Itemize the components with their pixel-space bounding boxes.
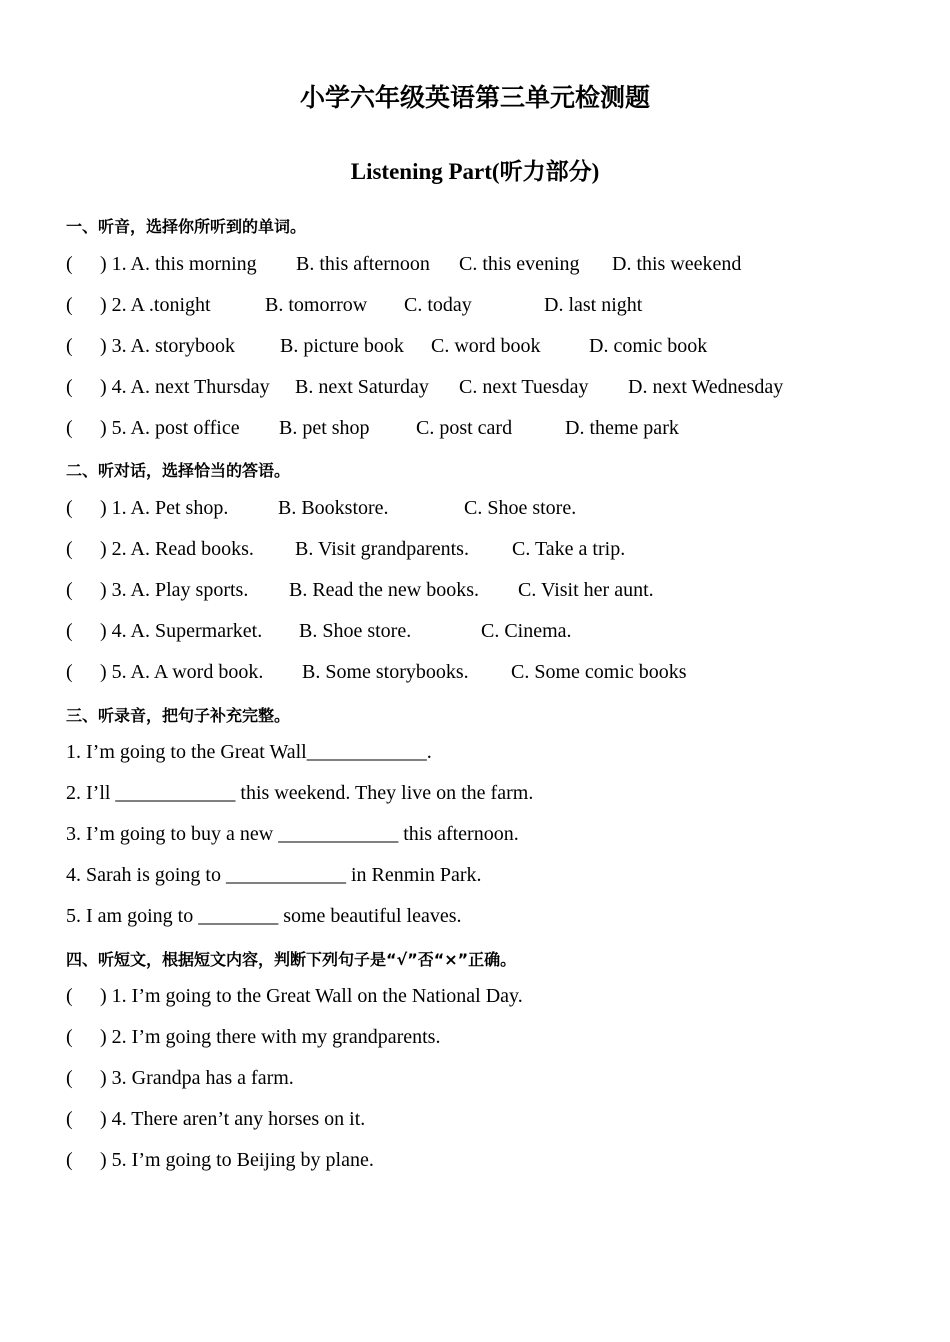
question-option-c: C. Shoe store. [464,497,577,519]
fill-in-sentence: 1. I’m going to the Great Wall____________. [66,741,432,763]
answer-blank[interactable]: ( [66,335,73,357]
fill-in-sentence: 2. I’ll ____________ this weekend. They live on the farm. [66,782,534,804]
question-option-d: D. last night [544,294,643,316]
question-option-b: B. picture book [280,335,404,357]
answer-blank[interactable]: ( [66,1026,73,1048]
question-option-c: C. Some comic books [511,661,687,683]
answer-blank[interactable]: ( [66,538,73,560]
question-option-c: C. word book [431,335,541,357]
answer-blank[interactable]: ( [66,1108,73,1130]
question-option-d: D. theme park [565,417,679,439]
question-option-d: D. this weekend [612,253,742,275]
answer-blank[interactable]: ( [66,497,73,519]
question-option-b: B. Shoe store. [299,620,412,642]
section1-heading: 一、听音，选择你所听到的单词。 [66,217,307,236]
question-option-b: B. Some storybooks. [302,661,469,683]
question-option-c: C. post card [416,417,513,439]
question-option-c: C. today [404,294,472,316]
fill-in-sentence: 5. I am going to ________ some beautiful leaves. [66,905,462,927]
answer-blank[interactable]: ( [66,417,73,439]
question-option-d: D. next Wednesday [628,376,784,398]
true-false-statement: ) 2. I’m going there with my grandparents. [100,1026,441,1048]
answer-blank[interactable]: ( [66,1067,73,1089]
answer-blank[interactable]: ( [66,294,73,316]
question-option-b: B. Visit grandparents. [295,538,469,560]
page-subtitle: Listening Part(听力部分) [350,159,600,184]
true-false-statement: ) 5. I’m going to Beijing by plane. [100,1149,374,1171]
answer-blank[interactable]: ( [66,579,73,601]
answer-blank[interactable]: ( [66,661,73,683]
question-option-a: ) 4. A. next Thursday [100,376,270,398]
question-option-b: B. pet shop [279,417,370,439]
answer-blank[interactable]: ( [66,376,73,398]
question-option-a: ) 5. A. post office [100,417,240,439]
question-option-d: D. comic book [589,335,708,357]
question-option-b: B. Bookstore. [278,497,389,519]
true-false-statement: ) 3. Grandpa has a farm. [100,1067,294,1089]
answer-blank[interactable]: ( [66,1149,73,1171]
section4-heading: 四、听短文，根据短文内容，判断下列句子是“√”否“×”正确。 [66,950,517,969]
question-option-a: ) 1. A. this morning [100,253,257,275]
fill-in-sentence: 3. I’m going to buy a new ____________ this afternoon. [66,823,519,845]
question-option-a: ) 1. A. Pet shop. [100,497,229,519]
question-option-c: C. Take a trip. [512,538,626,560]
question-option-c: C. next Tuesday [459,376,589,398]
question-option-c: C. this evening [459,253,580,275]
question-option-b: B. Read the new books. [289,579,479,601]
section3-heading: 三、听录音，把句子补充完整。 [66,706,291,725]
answer-blank[interactable]: ( [66,253,73,275]
question-option-c: C. Cinema. [481,620,572,642]
question-option-a: ) 5. A. A word book. [100,661,264,683]
question-option-c: C. Visit her aunt. [518,579,654,601]
question-option-b: B. tomorrow [265,294,368,316]
question-option-a: ) 3. A. storybook [100,335,235,357]
fill-in-sentence: 4. Sarah is going to ____________ in Renmin Park. [66,864,482,886]
question-option-a: ) 4. A. Supermarket. [100,620,263,642]
question-option-b: B. this afternoon [296,253,430,275]
section2-heading: 二、听对话，选择恰当的答语。 [66,461,291,480]
true-false-statement: ) 4. There aren’t any horses on it. [100,1108,366,1130]
answer-blank[interactable]: ( [66,985,73,1007]
answer-blank[interactable]: ( [66,620,73,642]
question-option-a: ) 2. A. Read books. [100,538,254,560]
question-option-a: ) 2. A .tonight [100,294,211,316]
true-false-statement: ) 1. I’m going to the Great Wall on the National Day. [100,985,523,1007]
question-option-b: B. next Saturday [295,376,429,398]
page-title: 小学六年级英语第三单元检测题 [299,83,650,112]
question-option-a: ) 3. A. Play sports. [100,579,249,601]
